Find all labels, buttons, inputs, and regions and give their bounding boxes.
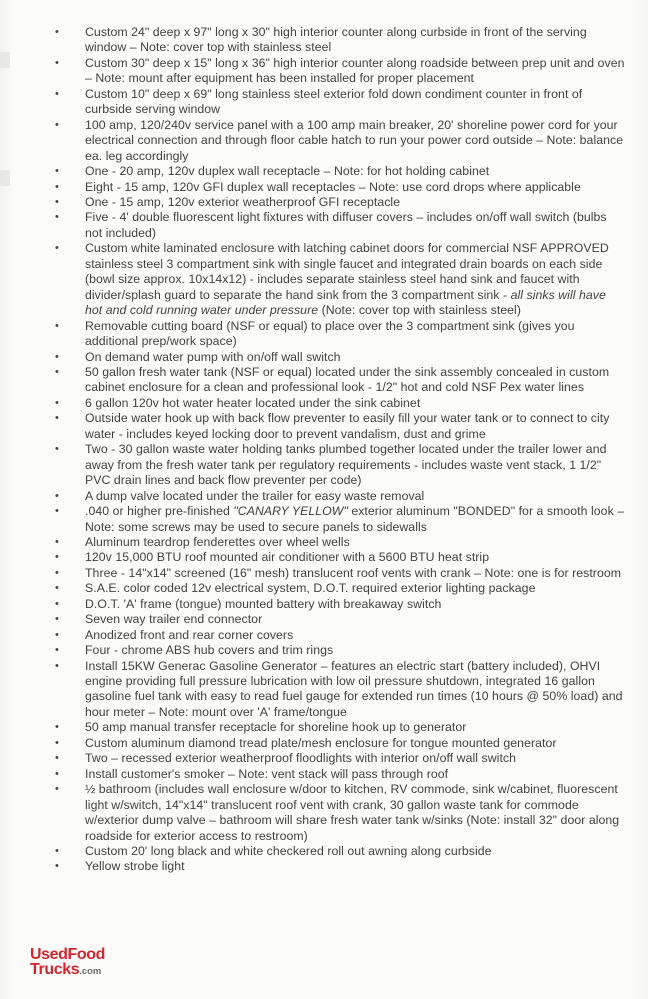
list-item — [55, 442, 626, 488]
list-item — [55, 659, 626, 721]
list-item — [55, 56, 626, 87]
bullet-icon: • — [55, 180, 59, 193]
bullet-icon: • — [55, 443, 59, 456]
usedfoodtrucks-logo — [30, 948, 105, 979]
list-item-text: One - 20 amp, 120v duplex wall receptacle – Note: for hot holding cabinet — [85, 164, 490, 179]
bullet-icon: • — [55, 365, 59, 378]
list-item-text: Custom 10" deep x 69" long stainless steel exterior fold down condiment counter in front of curbside serving window — [85, 86, 583, 117]
list-item — [55, 844, 626, 859]
list-item — [55, 396, 626, 411]
list-item — [55, 411, 626, 442]
list-item — [55, 350, 626, 365]
bullet-icon: • — [55, 87, 59, 100]
list-item-text: Install 15KW Generac Gasoline Generator – features an electric start (battery included), OHVI engine providing full pressure lubrication with low oil pressure shutdown, integrated 16 gallon gasoline fuel tank with easy to read fuel gauge for extended run times (10 hours @ 50% load) and hour meter – Note: mount over 'A' frame/tongue — [85, 658, 623, 719]
list-item-text: Two - 30 gallon waste water holding tanks plumbed together located under the trailer lower and away from the fresh water tank per regulatory requirements - includes waste vent stack, 1 1/2" PVC drain lines and back flow preventer per code) — [85, 442, 607, 488]
bullet-icon: • — [55, 350, 59, 363]
list-item-text: D.O.T. 'A' frame (tongue) mounted battery with breakaway switch — [85, 596, 442, 611]
list-item-text: One - 15 amp, 120v exterior weatherproof GFI receptacle — [85, 194, 401, 209]
list-item-text: Custom white laminated enclosure with latching cabinet doors for commercial NSF APPROVED stainless steel 3 compartment sink with single faucet and integrated drain boards on each side (bowl size approx. 10x14x12) - includes separate stainless steel hand sink and faucet with divider/splash guard to separate the hand sink from the 3 compartment sink - all sinks will have hot and cold running water under pressure (Note: cover top with stainless steel) — [85, 241, 609, 318]
bullet-icon: • — [55, 644, 59, 657]
bullet-icon: • — [55, 489, 59, 502]
list-item-text: 50 amp manual transfer receptacle for shoreline hook up to generator — [85, 720, 467, 735]
list-item — [55, 195, 626, 210]
list-item — [55, 736, 626, 751]
list-item — [55, 767, 626, 782]
bullet-icon: • — [55, 628, 59, 641]
list-item-text: 50 gallon fresh water tank (NSF or equal) located under the sink assembly concealed in custom cabinet enclosure for a clean and professional look - 1/2" hot and cold NSF Pex water lines — [85, 364, 610, 395]
list-item-text: 6 gallon 120v hot water heater located under the sink cabinet — [85, 395, 421, 410]
bullet-icon: • — [55, 721, 59, 734]
list-item-text: 120v 15,000 BTU roof mounted air conditioner with a 5600 BTU heat strip — [85, 550, 490, 565]
bullet-icon: • — [55, 845, 59, 858]
bullet-icon: • — [55, 767, 59, 780]
logo-trucks-text: Trucks — [30, 960, 80, 978]
list-item — [55, 489, 626, 504]
bullet-icon: • — [55, 118, 59, 131]
list-item — [55, 164, 626, 179]
bullet-icon: • — [55, 396, 59, 409]
list-item-text: Four - chrome ABS hub covers and trim rings — [85, 643, 334, 658]
list-item — [55, 319, 626, 350]
bullet-icon: • — [55, 736, 59, 749]
list-item — [55, 365, 626, 396]
list-item-text: S.A.E. color coded 12v electrical system, D.O.T. required exterior lighting package — [85, 581, 536, 596]
list-item-text: Install customer's smoker – Note: vent stack will pass through roof — [85, 766, 449, 781]
list-item — [55, 180, 626, 195]
list-item-text: Seven way trailer end connector — [85, 612, 263, 627]
list-item — [55, 612, 626, 627]
list-item-text: 100 amp, 120/240v service panel with a 100 amp main breaker, 20' shoreline power cord for your electrical connection and through floor cable hatch to run your power cord outside – Note: balance ea. leg accordingly — [85, 117, 624, 163]
bullet-icon: • — [55, 860, 59, 873]
bullet-icon: • — [55, 659, 59, 672]
list-item-text: Yellow strobe light — [85, 859, 185, 874]
bullet-icon: • — [55, 195, 59, 208]
list-item — [55, 581, 626, 596]
bullet-icon: • — [55, 535, 59, 548]
bullet-icon: • — [55, 551, 59, 564]
list-item — [55, 87, 626, 118]
list-item-text: Removable cutting board (NSF or equal) to place over the 3 compartment sink (gives you additional prep/work space) — [85, 318, 575, 349]
bullet-icon: • — [55, 319, 59, 332]
logo-dotcom-text: .com — [79, 965, 102, 977]
bullet-icon: • — [55, 613, 59, 626]
list-item-text: Anodized front and rear corner covers — [85, 627, 294, 642]
logo-line1: UsedFood — [30, 946, 106, 963]
list-item — [55, 118, 626, 164]
list-item — [55, 751, 626, 766]
bullet-icon: • — [55, 505, 59, 518]
list-item-text: .040 or higher pre-finished "CANARY YELLOW" exterior aluminum "BONDED" for a smooth look – Note: some screws may be used to secure panels to sidewalls — [85, 504, 625, 534]
spec-list — [0, 25, 646, 875]
list-item — [55, 550, 626, 565]
bullet-icon: • — [55, 56, 59, 69]
logo-line2 — [30, 960, 105, 980]
list-item — [55, 597, 626, 612]
bullet-icon: • — [55, 412, 59, 425]
list-item-text: ½ bathroom (includes wall enclosure w/door to kitchen, RV commode, sink w/cabinet, fluorescent light w/switch, 14"x14" translucent roof vent with crank, 30 gallon waste tank for commode w/exterior dump valve – bathroom will share fresh water tank w/sinks (Note: install 32" door along roadside for exterior access to restroom) — [85, 782, 620, 843]
list-item — [55, 210, 626, 241]
list-item — [55, 859, 626, 874]
list-item — [55, 25, 626, 56]
list-item-text: Custom 30" deep x 15" long x 36" high interior counter along roadside between prep unit and oven – Note: mount after equipment has been installed for proper placement — [85, 55, 625, 86]
list-item-text: A dump valve located under the trailer for easy waste removal — [85, 488, 425, 503]
list-item-text: Two – recessed exterior weatherproof floodlights with interior on/off wall switch — [85, 751, 516, 766]
list-item-text: Three - 14"x14" screened (16" mesh) translucent roof vents with crank – Note: one is for restroom — [85, 565, 622, 580]
list-item-text: Outside water hook up with back flow preventer to easily fill your water tank or to connect to city water - includes keyed locking door to prevent vandalism, dust and grime — [85, 411, 610, 441]
bullet-icon: • — [55, 165, 59, 178]
list-item-text: Custom 20' long black and white checkered roll out awning along curbside — [85, 844, 492, 859]
list-item — [55, 241, 626, 318]
bullet-icon: • — [55, 26, 59, 38]
bullet-icon: • — [55, 211, 59, 224]
bullet-icon: • — [55, 597, 59, 610]
list-item — [55, 628, 626, 643]
list-item-text: Eight - 15 amp, 120v GFI duplex wall receptacles – Note: use cord drops where applicable — [85, 179, 581, 194]
list-item-text: Aluminum teardrop fenderettes over wheel wells — [85, 534, 350, 549]
list-item-text: Five - 4' double fluorescent light fixtures with diffuser covers – includes on/off wall switch (bulbs not included) — [85, 210, 607, 240]
list-item — [55, 535, 626, 550]
list-item — [55, 566, 626, 581]
list-item — [55, 782, 626, 844]
list-item-text: Custom 24" deep x 97" long x 30" high interior counter along curbside in front of the serving window – Note: cover top with stainless steel — [85, 25, 587, 55]
bullet-icon: • — [55, 566, 59, 579]
bullet-icon: • — [55, 783, 59, 796]
list-item-text: Custom aluminum diamond tread plate/mesh enclosure for tongue mounted generator — [85, 735, 557, 750]
bullet-icon: • — [55, 242, 59, 255]
bullet-icon: • — [55, 752, 59, 765]
list-item — [55, 504, 626, 535]
bullet-icon: • — [55, 582, 59, 595]
list-item — [55, 720, 626, 735]
list-item — [55, 643, 626, 658]
list-item-text: On demand water pump with on/off wall switch — [85, 349, 341, 364]
